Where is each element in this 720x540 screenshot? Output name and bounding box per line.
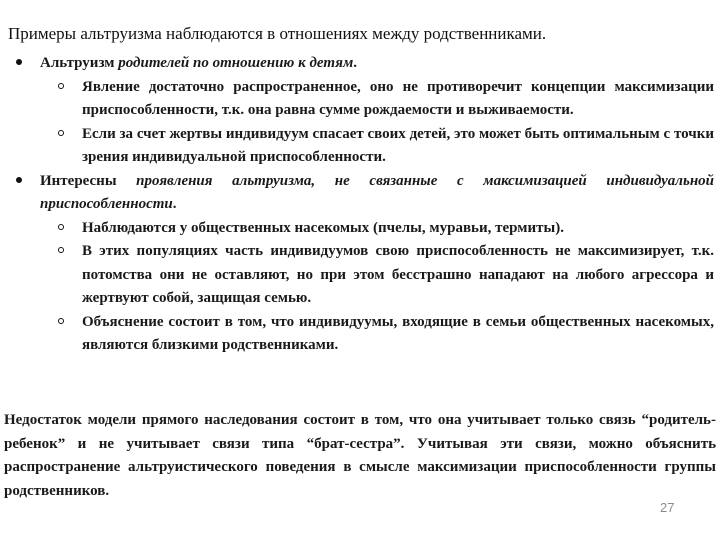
sub-bullet-circle-icon — [58, 224, 64, 230]
bullet-dot-icon — [16, 59, 22, 65]
bullet-lead-italic: проявления альтруизма, не связанные с максимизацией индивидуальной приспособленности — [40, 172, 715, 212]
bullet-lead: Интересны — [40, 172, 137, 189]
sub-bullet-item — [0, 217, 720, 241]
sub-bullet-item — [0, 76, 720, 123]
bullet-dot-icon — [16, 177, 22, 183]
bullet-lead-tail: . — [353, 55, 357, 71]
slide-title: Примеры альтруизма наблюдаются в отношениях между родственниками. — [8, 24, 547, 43]
sub-bullet-circle-icon — [58, 247, 64, 253]
sub-bullet-circle-icon — [58, 130, 64, 136]
summary-paragraph: Недостаток модели прямого наследования состоит в том, что она учитывает только связь “родитель-ребенок” и не учитывает связи типа “брат-сестра”. Учитывая эти связи, можно объяснить распространение альтруистического поведения в смысле максимизации приспособленности группы родственников. — [4, 412, 716, 499]
sub-bullet-circle-icon — [58, 318, 64, 324]
sub-bullet-text: Явление достаточно распространенное, оно не противоречит концепции максимизации приспособленности, т.к. она равна сумме рождаемости и выживаемости. — [82, 78, 714, 118]
sub-bullet-item — [0, 240, 720, 311]
sub-bullet-circle-icon — [58, 83, 64, 89]
bullet-item — [0, 52, 720, 76]
bullet-item — [0, 170, 720, 217]
sub-bullet-text: Объяснение состоит в том, что индивидуумы, входящие в семьи общественных насекомых, являются близкими родственниками. — [82, 313, 714, 353]
page-number: 27 — [660, 500, 675, 515]
sub-bullet-item — [0, 123, 720, 170]
scanned-text-block — [0, 52, 720, 358]
sub-bullet-text: В этих популяциях часть индивидуумов свою приспособленность не максимизирует, т.к. потомства они не оставляют, но при этом бесстрашно нападают на любого агрессора и жертвуют собой, защищая семью. — [82, 243, 714, 306]
bullet-lead: Альтруизм — [40, 55, 119, 71]
sub-bullet-item — [0, 311, 720, 358]
sub-bullet-text: Если за счет жертвы индивидуум спасает своих детей, это может быть оптимальным с точки зрения индивидуальной приспособленности. — [82, 125, 714, 165]
sub-bullet-text: Наблюдаются у общественных насекомых (пчелы, муравьи, термиты). — [82, 219, 564, 236]
bullet-lead-italic: родителей по отношению к детям — [118, 55, 354, 71]
bullet-lead-tail: . — [172, 196, 177, 212]
